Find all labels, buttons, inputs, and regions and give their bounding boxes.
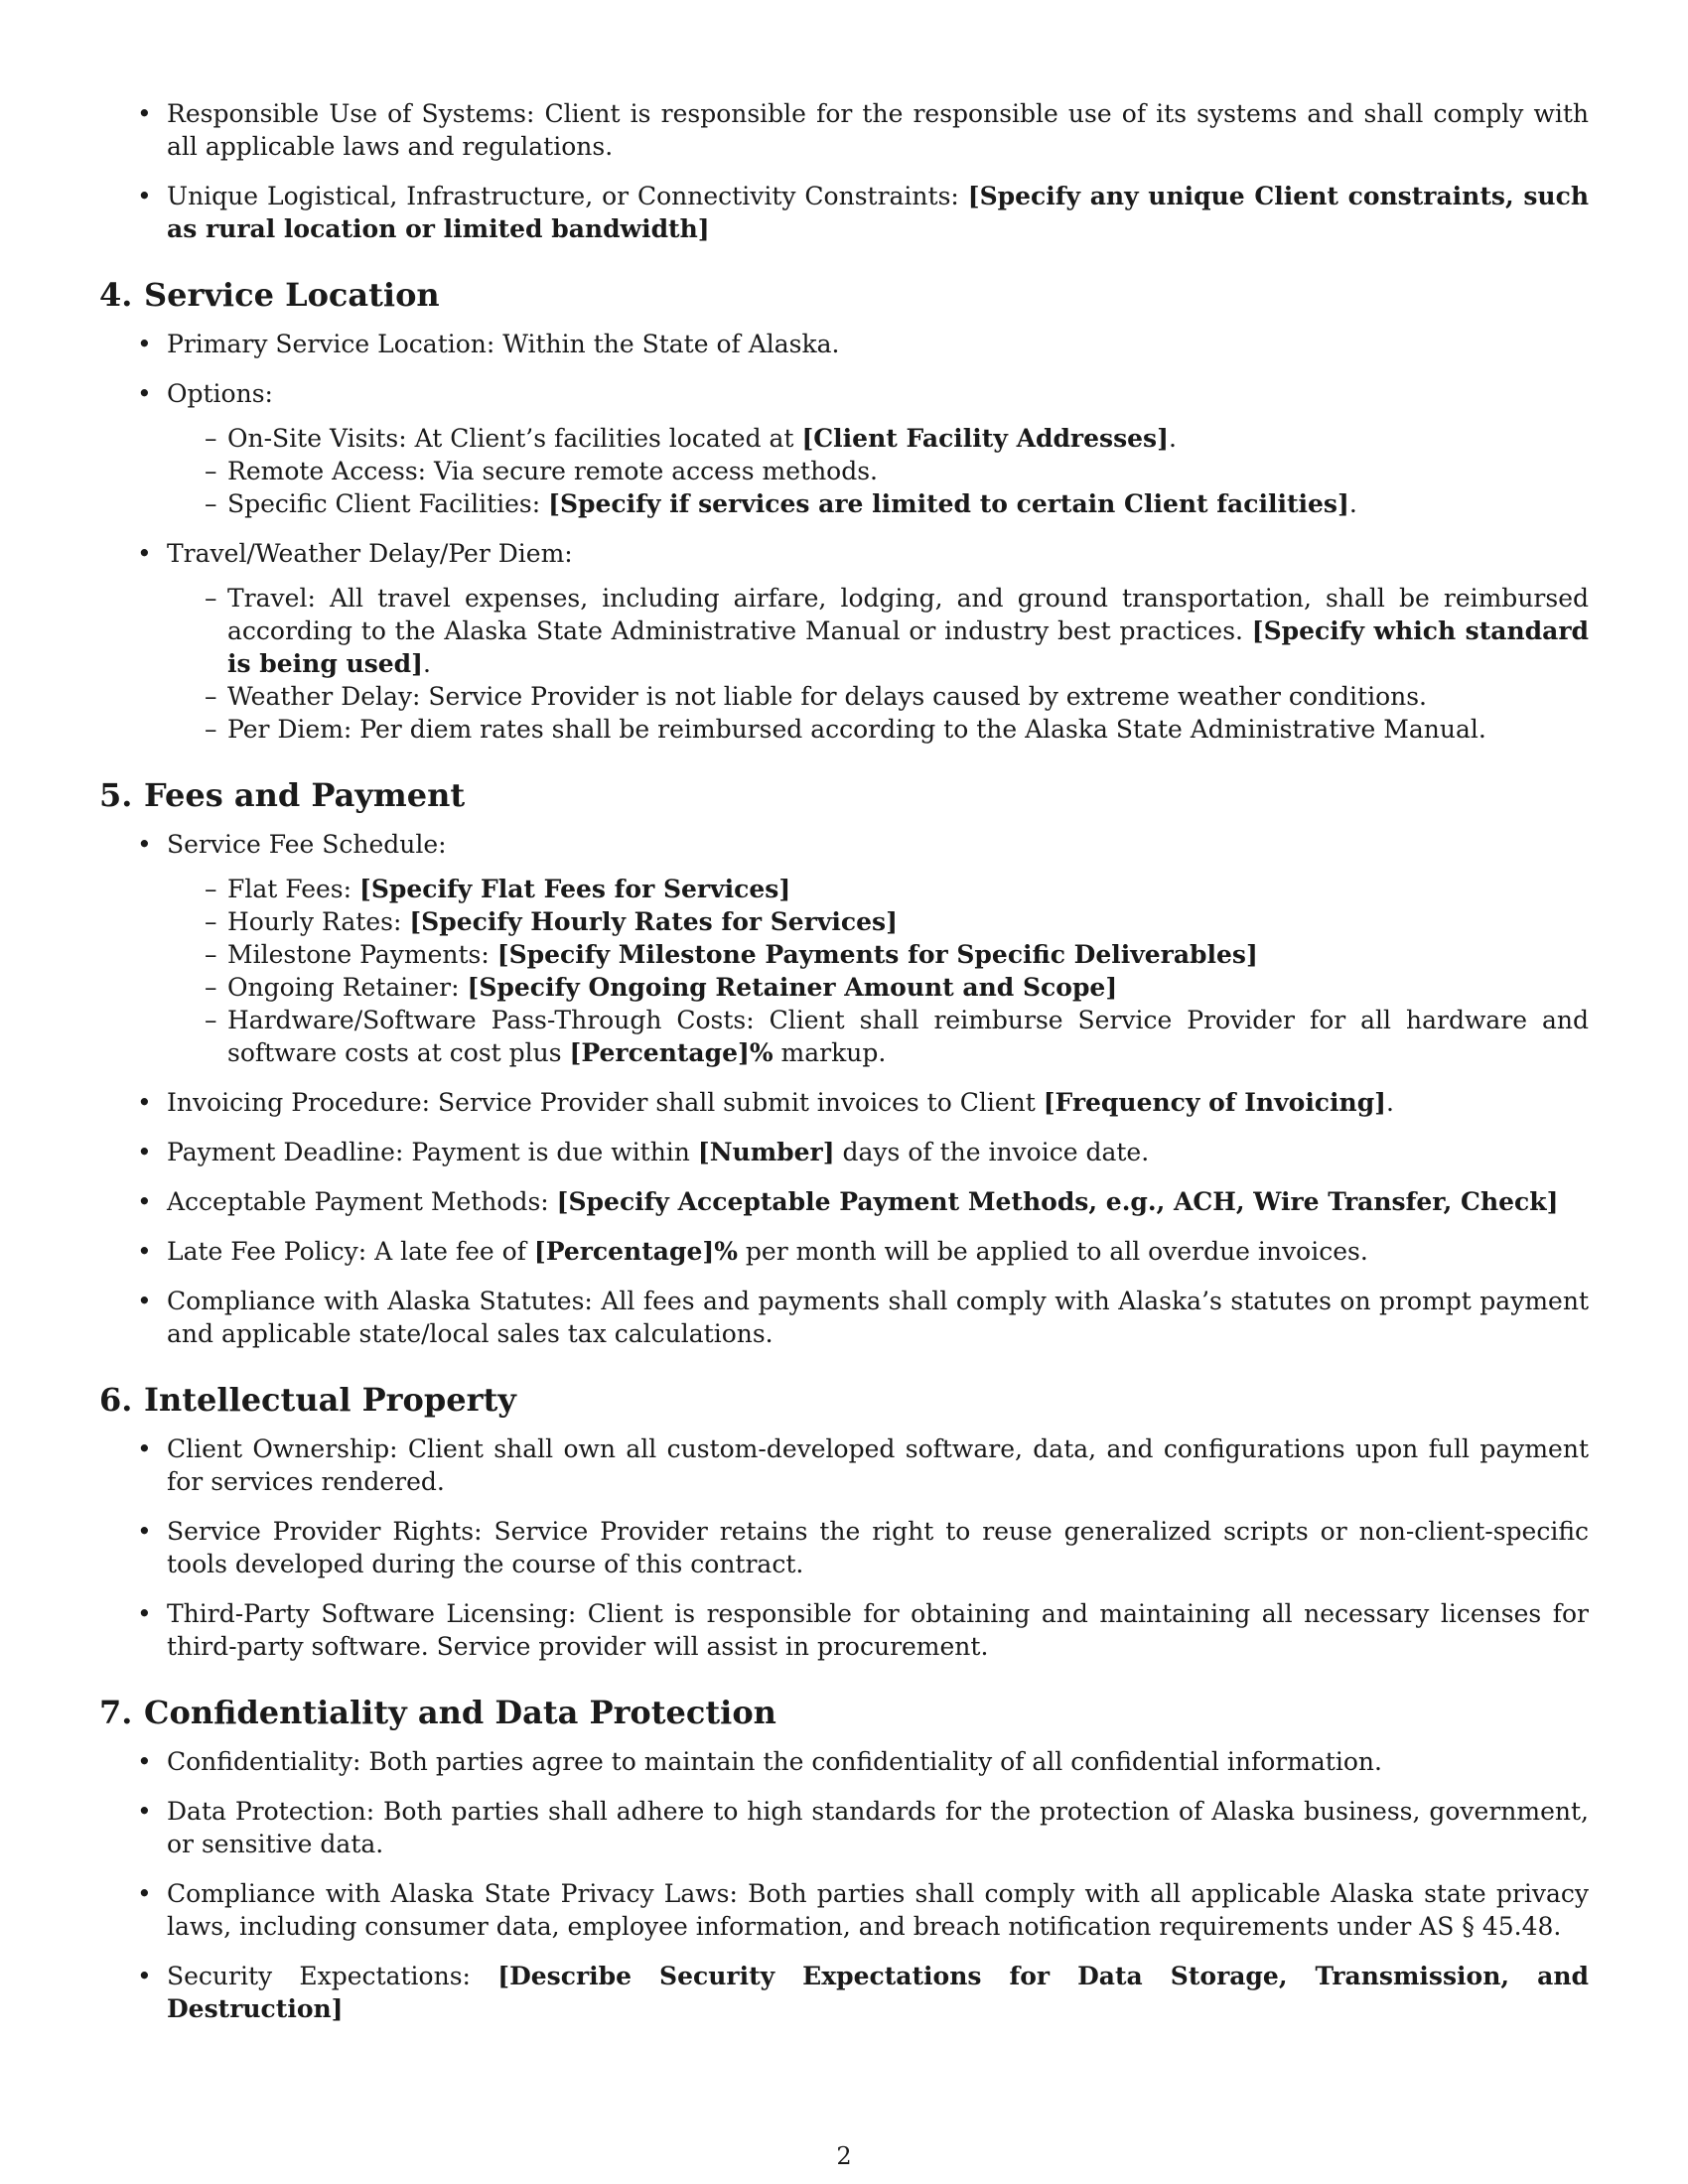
placeholder-text: [Specify which standard is being used] (227, 616, 1589, 678)
page-number: 2 (836, 2142, 852, 2170)
item-text: Client Ownership: Client shall own all custom-developed software, data, and configurations upon full payment for services rendered. (167, 1434, 1589, 1496)
item-text: Late Fee Policy: A late fee of (167, 1237, 534, 1266)
list-item (99, 828, 1589, 1069)
sublist-item (167, 680, 1589, 713)
section-title: Intellectual Property (144, 1381, 516, 1419)
placeholder-text: [Percentage]% (569, 1038, 774, 1067)
item-text: Acceptable Payment Methods: (167, 1187, 557, 1216)
list-item (99, 1795, 1589, 1860)
fee-schedule-sublist (167, 873, 1589, 1069)
placeholder-text: [Specify any unique Client constraints, such as rural location or limited bandwidth] (167, 182, 1589, 243)
sublist-item (167, 422, 1589, 455)
sublist-item (167, 713, 1589, 746)
section-number: 7. (99, 1694, 133, 1731)
sublist-item (167, 873, 1589, 905)
item-text: Security Expectations: (167, 1962, 498, 1990)
list-item (99, 1136, 1589, 1168)
list-item (99, 1185, 1589, 1218)
sublist-item (167, 938, 1589, 971)
section-3-continued-list (99, 97, 1589, 245)
list-item (99, 180, 1589, 245)
item-text: Invoicing Procedure: Service Provider shall submit invoices to Client (167, 1088, 1044, 1117)
options-sublist (167, 422, 1589, 520)
item-text: On-Site Visits: At Client’s facilities located at (227, 424, 802, 453)
section-number: 5. (99, 776, 133, 814)
list-item (99, 328, 1589, 360)
sublist-item (167, 455, 1589, 487)
sublist-item (167, 582, 1589, 680)
list-item (99, 1086, 1589, 1119)
item-text: Responsible Use of Systems: Client is responsible for the responsible use of its systems and shall comply with all applicable laws and regulations. (167, 99, 1589, 161)
list-item (99, 377, 1589, 520)
item-text: Travel: All travel expenses, including airfare, lodging, and ground transportation, shall be reimbursed according to the Alaska State Administrative Manual or industry best practices. (227, 584, 1589, 645)
list-item (99, 1433, 1589, 1498)
list-item (99, 1515, 1589, 1580)
item-text: Specific Client Facilities: (227, 489, 549, 518)
page-content (99, 97, 1589, 2042)
section-title: Fees and Payment (144, 776, 466, 814)
placeholder-text: [Number] (697, 1138, 835, 1166)
placeholder-text: [Specify Acceptable Payment Methods, e.g., ACH, Wire Transfer, Check] (556, 1187, 1559, 1216)
item-text: . (423, 649, 431, 678)
sublist-item (167, 487, 1589, 520)
item-text: . (1168, 424, 1177, 453)
item-text: Confidentiality: Both parties agree to maintain the confidentiality of all confidential information. (167, 1747, 1382, 1776)
placeholder-text: [Specify Milestone Payments for Specific Deliverables] (496, 940, 1258, 969)
item-text: Payment Deadline: Payment is due within (167, 1138, 698, 1166)
placeholder-text: [Specify Hourly Rates for Services] (409, 907, 898, 936)
section-heading (99, 275, 1589, 315)
item-text: Weather Delay: Service Provider is not liable for delays caused by extreme weather conditions. (227, 682, 1428, 711)
section-5-list (99, 828, 1589, 1350)
item-text: Data Protection: Both parties shall adhere to high standards for the protection of Alaska business, government, or sensitive data. (167, 1797, 1589, 1858)
section-heading (99, 1693, 1589, 1732)
list-item (99, 537, 1589, 746)
item-text: Ongoing Retainer: (227, 973, 468, 1002)
item-text: Unique Logistical, Infrastructure, or Connectivity Constraints: (167, 182, 968, 210)
list-item (99, 97, 1589, 163)
list-item (99, 1235, 1589, 1268)
placeholder-text: [Specify if services are limited to certain Client facilities] (548, 489, 1349, 518)
section-6-list (99, 1433, 1589, 1663)
sublist-item (167, 905, 1589, 938)
section-7-list (99, 1745, 1589, 2025)
item-text: Hardware/Software Pass-Through Costs: Client shall reimburse Service Provider for all hardware and software costs at cost plus (227, 1006, 1589, 1067)
item-text: Options: (167, 379, 273, 408)
item-text: Milestone Payments: (227, 940, 497, 969)
item-text: Third-Party Software Licensing: Client is responsible for obtaining and maintaining all necessary licenses for third-party software. Service provider will assist in procurement. (167, 1599, 1589, 1661)
item-text: Compliance with Alaska Statutes: All fees and payments shall comply with Alaska’s statutes on prompt payment and applicable state/local sales tax calculations. (167, 1287, 1589, 1348)
item-text: Service Provider Rights: Service Provider retains the right to reuse generalized scripts or non-client-specific tools developed during the course of this contract. (167, 1517, 1589, 1578)
list-item (99, 1597, 1589, 1663)
item-text: . (1348, 489, 1357, 518)
section-heading (99, 1380, 1589, 1420)
list-item (99, 1877, 1589, 1943)
item-text: days of the invoice date. (834, 1138, 1150, 1166)
item-text: Flat Fees: (227, 875, 360, 903)
placeholder-text: [Describe Security Expectations for Data Storage, Transmission, and Destruction] (167, 1962, 1589, 2023)
placeholder-text: [Specify Flat Fees for Services] (359, 875, 791, 903)
placeholder-text: [Specify Ongoing Retainer Amount and Scope] (467, 973, 1118, 1002)
item-text: Service Fee Schedule: (167, 830, 447, 859)
section-number: 4. (99, 276, 133, 314)
travel-sublist (167, 582, 1589, 746)
item-text: Hourly Rates: (227, 907, 410, 936)
item-text: Remote Access: Via secure remote access methods. (227, 457, 879, 485)
list-item (99, 1960, 1589, 2025)
item-text: Primary Service Location: Within the State of Alaska. (167, 330, 840, 358)
placeholder-text: [Client Facility Addresses] (801, 424, 1169, 453)
section-heading (99, 775, 1589, 815)
placeholder-text: [Percentage]% (533, 1237, 738, 1266)
item-text: markup. (773, 1038, 887, 1067)
section-title: Confidentiality and Data Protection (144, 1694, 776, 1731)
sublist-item (167, 971, 1589, 1004)
item-text: per month will be applied to all overdue invoices. (737, 1237, 1368, 1266)
list-item (99, 1285, 1589, 1350)
section-number: 6. (99, 1381, 133, 1419)
item-text: . (1386, 1088, 1394, 1117)
item-text: Per Diem: Per diem rates shall be reimbursed according to the Alaska State Administrative Manual. (227, 715, 1486, 744)
section-title: Service Location (144, 276, 440, 314)
placeholder-text: [Frequency of Invoicing] (1043, 1088, 1387, 1117)
section-4-list (99, 328, 1589, 746)
item-text: Compliance with Alaska State Privacy Laws: Both parties shall comply with all applicable Alaska state privacy laws, including consumer data, employee information, and breach notification requirements under AS § 45.48. (167, 1879, 1589, 1941)
sublist-item (167, 1004, 1589, 1069)
item-text: Travel/Weather Delay/Per Diem: (167, 539, 573, 568)
list-item (99, 1745, 1589, 1778)
